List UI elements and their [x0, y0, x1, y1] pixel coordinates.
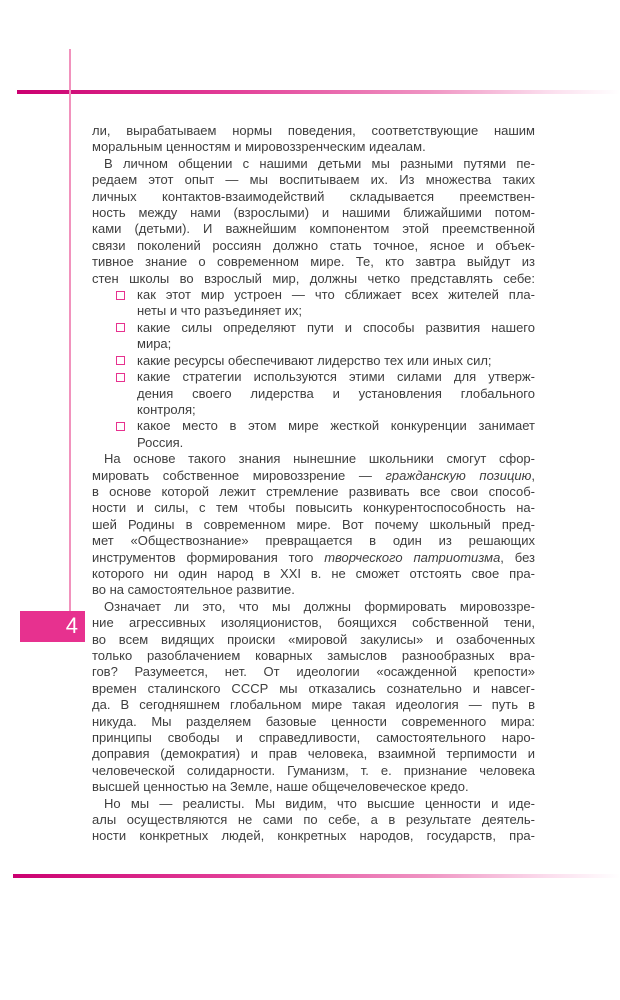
text-segment: какие силы определяют пути и способы развития нашего [137, 319, 535, 335]
text-line [92, 271, 535, 287]
text-line [92, 468, 535, 484]
bullet-square-icon [116, 422, 125, 431]
bullet-item [137, 320, 535, 353]
text-line [92, 697, 535, 713]
italic-text: гражданскую позицию [385, 467, 532, 483]
text-segment: ности и силы, с тем чтобы повысить конкурентоспособность на- [92, 500, 535, 516]
text-line [92, 221, 535, 237]
text-line [92, 484, 535, 500]
text-segment: человеческой солидарности. Гуманизм, т. е. признание человека [92, 762, 535, 778]
text-segment: времен сталинского СССР мы отказались сознательно и навсег- [92, 680, 535, 696]
bullet-text [137, 418, 535, 451]
text-line [137, 418, 535, 434]
text-line [92, 664, 535, 680]
text-line [92, 500, 535, 516]
bullet-square-icon [116, 323, 125, 332]
text-segment: во на самостоятельное развитие. [92, 582, 295, 598]
text-line [137, 336, 535, 352]
text-line [92, 648, 535, 664]
bullet-item [137, 369, 535, 418]
italic-text: творческого патриотизма [324, 549, 501, 565]
bullet-list [92, 287, 535, 451]
bullet-text [137, 353, 535, 369]
text-line [137, 402, 535, 418]
text-line [92, 139, 535, 155]
text-line [92, 681, 535, 697]
bullet-square-icon [116, 373, 125, 382]
text-segment: высшей ценностью на Земле, наше общечеловеческое кредо. [92, 779, 469, 795]
text-line [137, 287, 535, 303]
text-line [92, 599, 535, 615]
text-segment: как этот мир устроен — что сближает всех жителей пла- [137, 287, 535, 303]
text-segment: Россия. [137, 434, 184, 450]
bullet-square-icon [116, 291, 125, 300]
text-segment: только разоблачением коварных замыслов разнообразных вра- [92, 648, 535, 663]
text-line [92, 205, 535, 221]
text-segment: ности конкретных людей, конкретных народов, государств, пра- [92, 828, 535, 844]
text-segment: неты и что разъединяет их; [137, 303, 303, 319]
text-line [92, 779, 535, 795]
text-segment: редаем этот опыт — мы воспитываем их. Из множества таких [92, 172, 535, 188]
text-line [92, 763, 535, 779]
bullet-text [137, 369, 535, 418]
text-line [137, 435, 535, 451]
text-line [92, 828, 535, 844]
text-line [92, 451, 535, 467]
text-segment: В личном общении с нашими детьми мы разными путями пе- [104, 155, 535, 171]
text-line [92, 156, 535, 172]
text-segment: какое место в этом мире жесткой конкуренции занимает [137, 418, 535, 434]
text-segment: дения своего лидерства и установления глобального [137, 385, 535, 401]
text-line [92, 172, 535, 188]
text-line [92, 615, 535, 631]
bullet-square-icon [116, 356, 125, 365]
text-line [92, 714, 535, 730]
bottom-divider-bar [13, 874, 620, 878]
text-segment: доправия (демократия) и прав человека, взаимной терпимости и [92, 746, 535, 762]
text-segment: связи поколений россиян должно стать точное, ясное и объек- [92, 237, 535, 253]
text-line [92, 746, 535, 762]
text-segment: да. В сегодняшнем глобальном мире такая идеология — путь в [92, 697, 535, 713]
top-divider-bar [17, 90, 620, 94]
text-line [137, 386, 535, 402]
bullet-item [137, 353, 535, 369]
text-line [92, 796, 535, 812]
text-line [137, 369, 535, 385]
paragraph [92, 451, 535, 599]
text-line [92, 238, 535, 254]
text-segment: какие стратегии используются этими силами для утверж- [137, 369, 535, 385]
text-segment: инструментов формирования того [92, 549, 325, 565]
page-number-badge [20, 611, 85, 642]
text-segment: моральным ценностям и мировоззренческим идеалам. [92, 139, 426, 155]
text-segment: тивное знание о современном мире. Те, кто завтра выйдут из [92, 254, 535, 270]
text-segment: которого ни один народ в XXI в. не сможет отстоять свое пра- [92, 565, 535, 581]
text-line [92, 123, 535, 139]
paragraph [92, 156, 535, 287]
bullet-item [137, 418, 535, 451]
text-segment: мира; [137, 336, 172, 352]
text-segment: стен школы во взрослый мир, должны четко представлять себе: [92, 270, 535, 286]
page-number: 4 [65, 613, 78, 638]
text-segment: , без [500, 549, 535, 565]
text-segment: ние агрессивных изоляционистов, боящихся собственной тени, [92, 615, 535, 631]
text-column [92, 123, 535, 845]
paragraph [92, 599, 535, 796]
text-segment: алы осуществляются не сами по себе, а в результате деятель- [92, 812, 535, 828]
text-segment: во всем видящих происки «мировой закулисы» и озабоченных [92, 631, 535, 647]
text-line [137, 303, 535, 319]
text-line [92, 812, 535, 828]
text-segment: , [531, 467, 536, 483]
text-segment: принципы свободы и справедливости, самостоятельного наро- [92, 730, 535, 746]
text-line [92, 550, 535, 566]
text-segment: какие ресурсы обеспечивают лидерство тех или иных сил; [137, 352, 492, 368]
left-margin-line [69, 49, 71, 611]
text-line [92, 517, 535, 533]
text-segment: личных контактов-взаимодействий складывается преемствен- [92, 188, 535, 204]
paragraph [92, 796, 535, 845]
bullet-text [137, 287, 535, 320]
text-segment: ками (детьми). И важнейшим компонентом этой преемственной [92, 221, 535, 237]
text-segment: На основе такого знания нынешние школьники смогут сфор- [104, 451, 535, 467]
text-segment: мет «Обществознание» превращается в один из решающих [92, 533, 535, 549]
text-segment: никуда. Мы разделяем базовые ценности современного мира: [92, 713, 535, 729]
text-segment: шей Родины в современном мире. Вот почему школьный пред- [92, 516, 535, 532]
text-line [92, 189, 535, 205]
text-segment: контроля; [137, 401, 196, 417]
text-line [92, 582, 535, 598]
text-segment: в основе которой лежит стремление развивать все свои способ- [92, 483, 535, 499]
text-line [92, 566, 535, 582]
text-segment: Но мы — реалисты. Мы видим, что высшие ценности и иде- [104, 795, 535, 811]
text-line [92, 533, 535, 549]
text-segment: ность между нами (взрослыми) и нашими ближайшими потом- [92, 205, 535, 221]
text-segment: ли, вырабатываем нормы поведения, соответствующие нашим [92, 123, 535, 138]
text-segment: Означает ли это, что мы должны формировать мировоззре- [104, 598, 535, 614]
text-line [137, 353, 535, 369]
text-segment: гов? Разумеется, нет. От идеологии «осажденной крепости» [92, 664, 535, 680]
bullet-text [137, 320, 535, 353]
text-line [92, 730, 535, 746]
text-line [92, 632, 535, 648]
text-line [137, 320, 535, 336]
text-segment: мировать собственное мировоззрение — [92, 467, 386, 483]
paragraph [92, 123, 535, 156]
text-line [92, 254, 535, 270]
bullet-item [137, 287, 535, 320]
